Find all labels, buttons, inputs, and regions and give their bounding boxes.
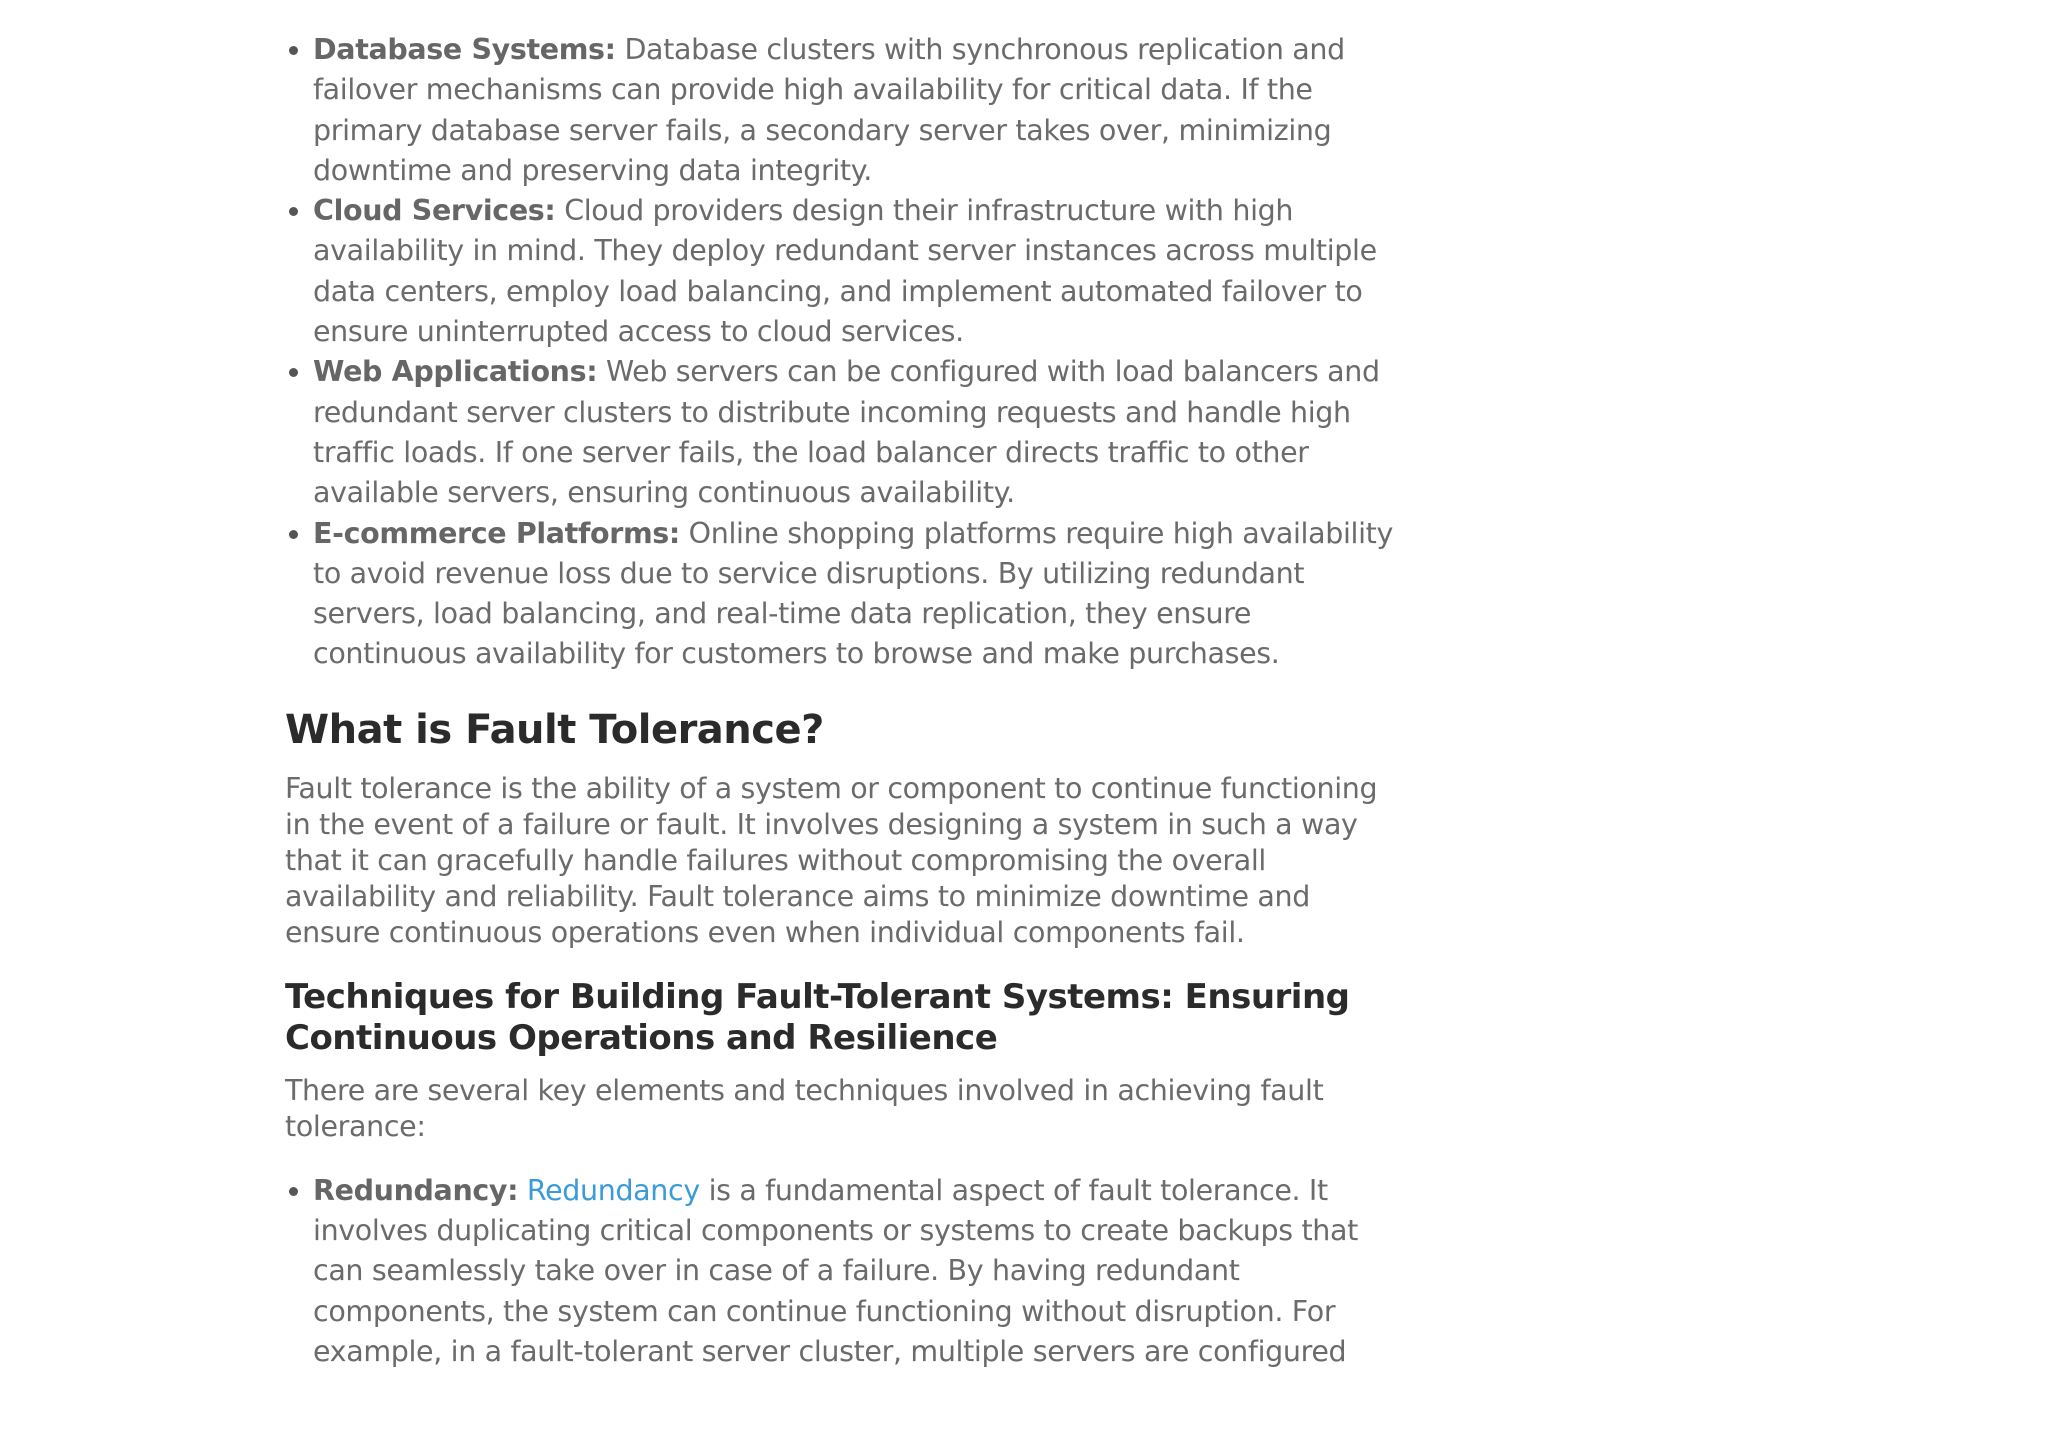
- bullet-icon: [289, 530, 298, 539]
- techniques-heading: Techniques for Building Fault-Tolerant Systems: Ensuring Continuous Operations and Resilience: [285, 976, 1350, 1058]
- list-item-text: is a fundamental aspect of fault tolerance. It involves duplicating critical components or systems to create backups that can seamlessly take over in case of a failure. By having redundant components, the system can continue functioning without disruption. For example, in a fault-tolerant server cluster, multiple servers are configured: [313, 1173, 1358, 1368]
- list-item: [313, 1171, 1395, 1372]
- bullet-icon: [289, 207, 298, 216]
- list-item: [313, 352, 1395, 513]
- list-item: [313, 191, 1395, 352]
- bullet-icon: [289, 46, 298, 55]
- techniques-intro: There are several key elements and techniques involved in achieving fault tolerance:: [285, 1073, 1324, 1143]
- article-content: [285, 30, 1395, 1372]
- redundancy-link[interactable]: Redundancy: [526, 1173, 700, 1207]
- list-item-term: Cloud Services:: [313, 194, 556, 228]
- list-item-term: Redundancy:: [313, 1173, 519, 1207]
- list-item-text: Cloud providers design their infrastructure with high availability in mind. They deploy redundant server instances across multiple data centers, employ load balancing, and implement automated failover to ensure uninterrupted access to cloud services.: [313, 194, 1377, 349]
- list-item-text: Web servers can be configured with load balancers and redundant server clusters to distribute incoming requests and handle high traffic loads. If one server fails, the load balancer directs traffic to other available servers, ensuring continuous availability.: [313, 355, 1380, 510]
- list-item-text: Database clusters with synchronous replication and failover mechanisms can provide high availability for critical data. If the primary database server fails, a secondary server takes over, minimizing downtime and preserving data integrity.: [313, 33, 1345, 187]
- list-item: [313, 514, 1395, 675]
- availability-examples-list: [285, 30, 1395, 675]
- fault-tolerance-paragraph: Fault tolerance is the ability of a system or component to continue functioning in the event of a failure or fault. It involves designing a system in such a way that it can gracefully handle failures without compromising the overall availability and reliability. Fault tolerance aims to minimize downtime and ensure continuous operations even when individual components fail.: [285, 771, 1378, 949]
- bullet-icon: [289, 1187, 298, 1196]
- list-item-term: Database Systems:: [313, 33, 616, 66]
- list-item: [313, 30, 1395, 191]
- list-item-text: Online shopping platforms require high availability to avoid revenue loss due to service disruptions. By utilizing redundant servers, load balancing, and real-time data replication, they ensure continuous availability for customers to browse and make purchases.: [313, 516, 1394, 671]
- techniques-list: [285, 1171, 1395, 1372]
- list-item-term: E-commerce Platforms:: [313, 516, 680, 550]
- fault-tolerance-heading: What is Fault Tolerance?: [285, 706, 824, 753]
- bullet-icon: [289, 368, 298, 377]
- list-item-term: Web Applications:: [313, 355, 598, 389]
